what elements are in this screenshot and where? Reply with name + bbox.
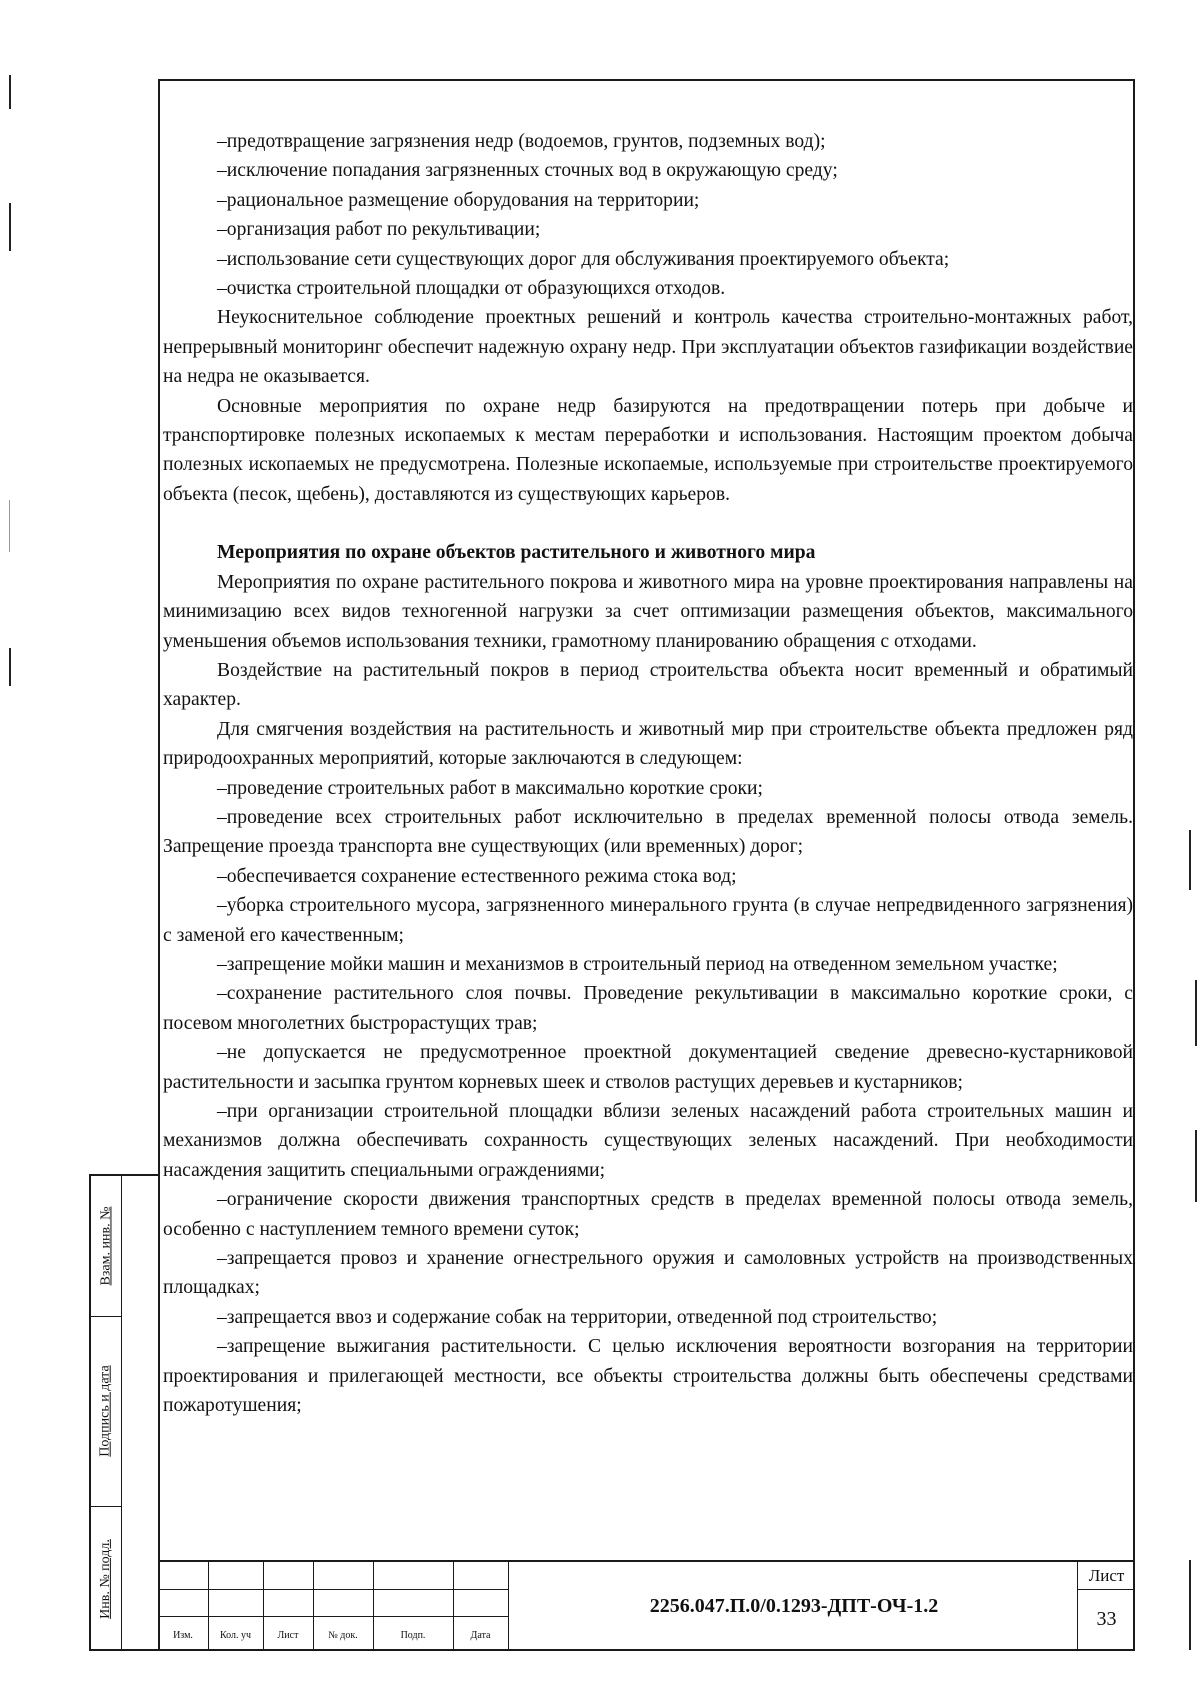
paragraph: Для смягчения воздействия на растительность и животный мир при строительстве объекта предложен ряд природоохранных мероприятий, которые заключаются в следующем: bbox=[163, 718, 1133, 770]
paragraph: Мероприятия по охране растительного покрова и животного мира на уровне проектирования направлены на минимизацию всех видов техногенной нагрузки за счет оптимизации размещения объектов, максимального уменьшения объемов использования техники, грамотному планированию обращения с отходами. bbox=[163, 571, 1133, 652]
paragraph: –использование сети существующих дорог для обслуживания проектируемого объекта; bbox=[217, 248, 950, 270]
scan-mark bbox=[1195, 1130, 1197, 1202]
paragraph: –уборка строительного мусора, загрязненного минерального грунта (в случае непредвиденного загрязнения) с заменой его качественным; bbox=[163, 895, 1133, 946]
scan-mark bbox=[9, 500, 10, 552]
paragraph: –при организации строительной площадки вблизи зеленых насаждений работа строительных машин и механизмов должна обеспечивать сохранность существующих зеленых насаждений. При необходимости насаждения защитить специальными ограждениями; bbox=[163, 1101, 1133, 1181]
document-code: 2256.047.П.0/0.1293-ДПТ-ОЧ-1.2 bbox=[508, 1562, 1079, 1651]
side-stamp-strip bbox=[89, 1174, 158, 1651]
paragraph: –запрещение мойки машин и механизмов в строительный период на отведенном земельном участке; bbox=[217, 953, 1058, 975]
paragraph: –проведение строительных работ в максимально короткие сроки; bbox=[217, 777, 763, 799]
paragraph: –запрещение выжигания растительности. С целью исключения вероятности возгорания на территории проектирования и прилегающей местности, все объекты строительства должны быть обеспечены средствами пожаротушения; bbox=[163, 1336, 1133, 1417]
paragraph: –исключение попадания загрязненных сточных вод в окружающую среду; bbox=[217, 160, 838, 182]
title-block bbox=[158, 1560, 1135, 1651]
header-date: Дата bbox=[470, 1630, 491, 1641]
paragraph: –ограничение скорости движения транспортных средств в пределах временной полосы отвода земель, особенно с наступлением темного времени суток; bbox=[163, 1189, 1133, 1240]
paragraph: –организация работ по рекультивации; bbox=[217, 219, 541, 241]
paragraph: –обеспечивается сохранение естественного режима стока вод; bbox=[217, 865, 737, 887]
paragraph: –очистка строительной площадки от образующихся отходов. bbox=[217, 278, 726, 300]
scan-mark bbox=[1189, 830, 1191, 890]
paragraph: –сохранение растительного слоя почвы. Проведение рекультивации в максимально короткие сроки, с посевом многолетних быстрорастущих трав; bbox=[163, 983, 1133, 1034]
paragraph: –рациональное размещение оборудования на территории; bbox=[217, 189, 700, 211]
scan-mark bbox=[9, 648, 11, 686]
sheet-cell bbox=[1077, 1562, 1135, 1651]
section-heading: Мероприятия по охране объектов растительного и животного мира bbox=[217, 542, 816, 564]
paragraph: –проведение всех строительных работ исключительно в пределах временной полосы отвода земель. Запрещение проезда транспорта вне существующих (или временных) дорог; bbox=[163, 806, 1133, 858]
scan-mark bbox=[9, 75, 11, 109]
sheet-number: 33 bbox=[1096, 1608, 1117, 1630]
scan-mark bbox=[1189, 1560, 1191, 1650]
paragraph: Основные мероприятия по охране недр базируются на предотвращении потерь при добыче и транспортировке полезных ископаемых к местам переработки и использования. Настоящим проектом добыча полезных ископаемых не предусмотрена. Полезные ископаемые, используемые при строительстве проектируемого объекта (песок, щебень), доставляются из существующих карьеров. bbox=[163, 395, 1133, 505]
paragraph: –не допускается не предусмотренное проектной документацией сведение древесно-кустарниковой растительности и засыпка грунтом корневых шеек и стволов растущих деревьев и кустарников; bbox=[163, 1042, 1133, 1093]
document-body bbox=[163, 127, 1133, 1420]
paragraph: –запрещается провоз и хранение огнестрельного оружия и самоловных устройств на производственных площадках; bbox=[163, 1248, 1133, 1299]
original-inventory-label: Инв. № подл. bbox=[98, 1538, 113, 1619]
paragraph: Неукоснительное соблюдение проектных решений и контроль качества строительно-монтажных работ, непрерывный мониторинг обеспечит надежную охрану недр. При эксплуатации объектов газификации воздействие на недра не оказывается. bbox=[163, 307, 1133, 388]
header-list: Лист bbox=[277, 1630, 299, 1641]
paragraph: –запрещается ввоз и содержание собак на территории, отведенной под строительство; bbox=[217, 1306, 938, 1328]
replacement-inventory-label: Взам. инв. № bbox=[98, 1206, 113, 1286]
scan-mark bbox=[9, 203, 11, 251]
paragraph: –предотвращение загрязнения недр (водоемов, грунтов, подземных вод); bbox=[217, 131, 826, 152]
paragraph: Воздействие на растительный покров в период строительства объекта носит временный и обратимый характер. bbox=[163, 659, 1133, 711]
scan-mark bbox=[1195, 980, 1197, 1046]
header-doc-no: № док. bbox=[328, 1630, 358, 1641]
sheet-label: Лист bbox=[1078, 1562, 1135, 1590]
header-signature: Подп. bbox=[400, 1630, 426, 1641]
header-izm: Изм. bbox=[173, 1630, 193, 1641]
revision-grid bbox=[158, 1562, 508, 1651]
header-kol-uch: Кол. уч bbox=[219, 1630, 252, 1641]
signature-date-label: Подпись и дата bbox=[98, 1365, 114, 1457]
